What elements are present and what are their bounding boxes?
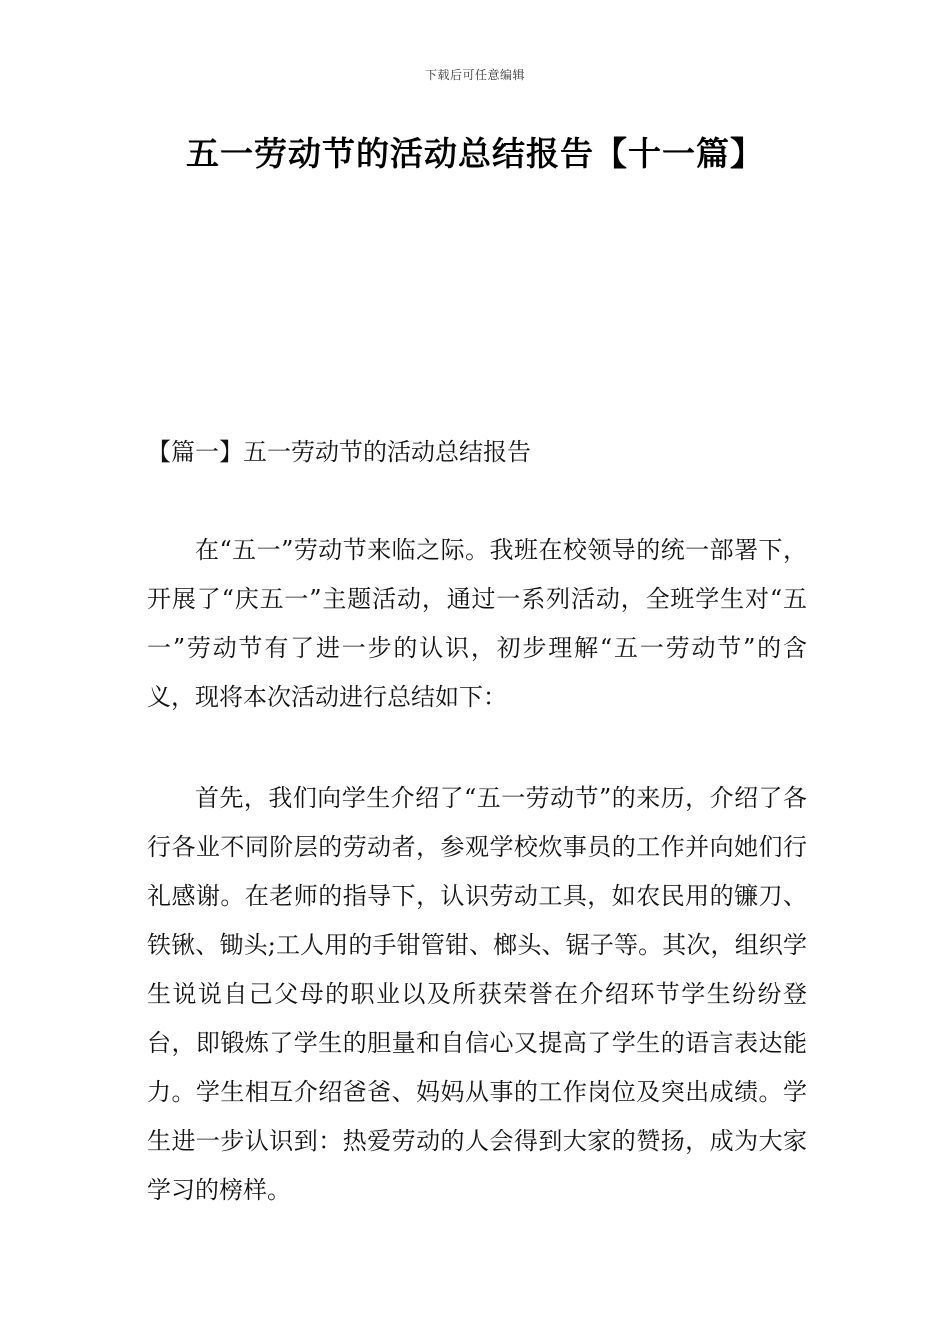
editable-watermark: 下载后可任意编辑 <box>424 68 525 82</box>
document-title: 五一劳动节的活动总结报告【十一篇】 <box>186 134 764 173</box>
body-paragraph-2: 首先，我们向学生介绍了“五一劳动节”的来历，介绍了各行各业不同阶层的劳动者，参观学校炊事员的工作并向她们行礼感谢。在老师的指导下，认识劳动工具，如农民用的镰刀、铁锹、锄头;工人用的手钳管钳、榔头、锯子等。其次，组织学生说说自己父母的职业以及所获荣誉在介绍环节学生纷纷登台，即锻炼了学生的胆量和自信心又提高了学生的语言表达能力。学生相互介绍爸爸、妈妈从事的工作岗位及突出成绩。学生进一步认识到：热爱劳动的人会得到大家的赞扬，成为大家学习的榜样。 <box>147 784 807 1204</box>
body-paragraph-1: 在“五一”劳动节来临之际。我班在校领导的统一部署下，开展了“庆五一”主题活动，通过一系列活动，全班学生对“五一”劳动节有了进一步的认识，初步理解“五一劳动节”的含义，现将本次活动进行总结如下： <box>147 536 807 711</box>
section-heading: 【篇一】五一劳动节的活动总结报告 <box>147 438 531 466</box>
